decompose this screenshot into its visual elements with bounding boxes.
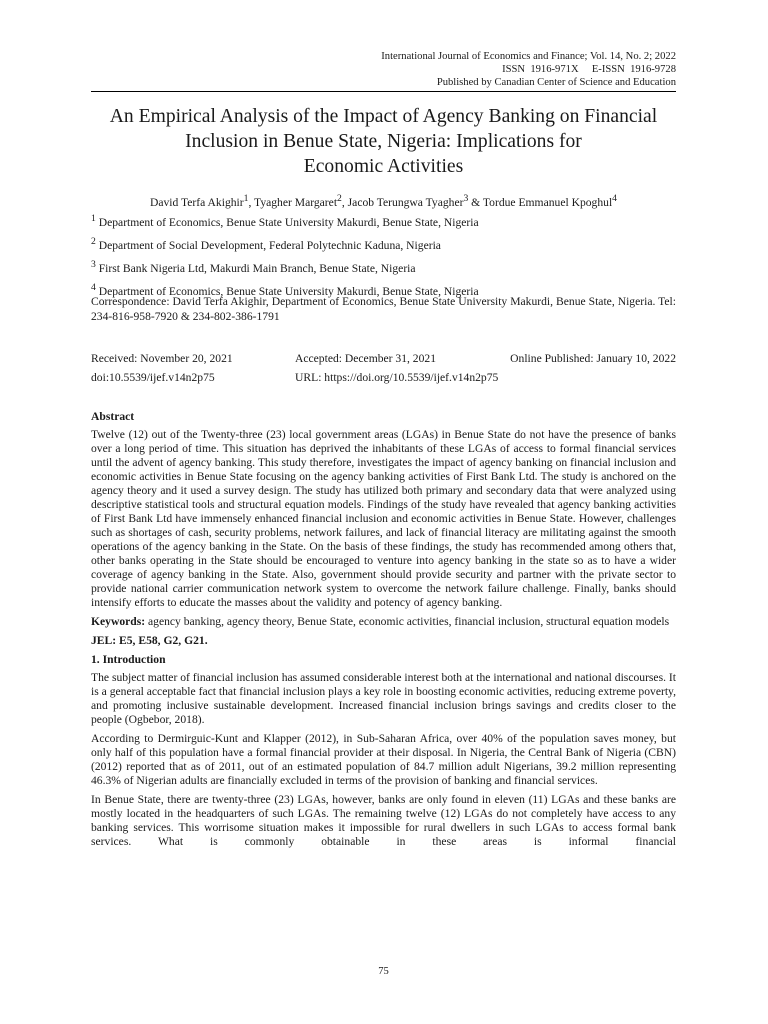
journal-header [91, 50, 676, 89]
published-date: Online Published: January 10, 2022 [510, 352, 676, 365]
doi-url-link[interactable]: URL: https://doi.org/10.5539/ijef.v14n2p75 [295, 371, 499, 384]
publication-dates [91, 350, 676, 388]
keywords-text: agency banking, agency theory, Benue State, economic activities, financial inclusion, structural equation models [145, 615, 670, 628]
keywords [91, 615, 676, 629]
author-affil-mark: 1 [243, 193, 249, 204]
abstract-heading: Abstract [91, 410, 135, 423]
author-name: David Terfa Akighir [149, 195, 244, 209]
journal-issn: ISSN 1916-971X E-ISSN 1916-9728 [502, 64, 676, 75]
affiliation-number: 2 [91, 235, 96, 247]
title-line-1: An Empirical Analysis of the Impact of Agency Banking on Financial [109, 106, 658, 127]
affiliation-number: 3 [91, 258, 96, 270]
author-separator: , [248, 195, 255, 209]
jel-codes [91, 634, 676, 648]
introduction-paragraph: According to Dermirguic-Kunt and Klapper (2012), in Sub-Saharan Africa, over 40% of the population saves money, but only half of this population have a formal financial provider at their disposal. In Nigeria, the Central Bank of Nigeria (CBN) (2012) reported that as of 2011, out of an estimated population of 84.7 million adult Nigerians, 39.2 million representing 46.3% of Nigerian adults are financially excluded in terms of the provision of banking and financial services. [91, 732, 676, 787]
title-line-3: Economic Activities [303, 156, 464, 177]
author-name: Jacob Terungwa Tyagher [347, 195, 464, 209]
doi-text: doi:10.5539/ijef.v14n2p75 [91, 371, 215, 384]
affiliation-text: Department of Social Development, Federal Polytechnic Kaduna, Nigeria [95, 238, 441, 252]
affiliation-item [91, 212, 676, 230]
affiliation-text: Department of Economics, Benue State University Makurdi, Benue State, Nigeria [95, 215, 479, 229]
page-number: 75 [378, 966, 389, 977]
author-separator: , [341, 195, 348, 209]
jel-label: JEL: E5, E58, G2, G21. [91, 634, 208, 647]
introduction-paragraph: The subject matter of financial inclusion has assumed considerable interest both at the international and national discourses. It is a general acceptable fact that financial inclusion plays a key role in boosting economic activities, reducing extreme poverty, and promoting inclusive sustainable development. Increased financial inclusion brings savings and credits closer to the people (Ogbebor, 2018). [91, 671, 676, 726]
affiliation-number: 4 [91, 281, 96, 293]
keywords-label: Keywords: [91, 615, 146, 628]
received-date: Received: November 20, 2021 [91, 352, 233, 365]
paper-title [91, 104, 676, 179]
accepted-date: Accepted: December 31, 2021 [295, 352, 436, 365]
correspondence: Correspondence: David Terfa Akighir, Department of Economics, Benue State University Makurdi, Benue State, Nigeria. Tel: 234-816-958-7920 & 234-802-386-1791 [91, 295, 676, 323]
affiliation-number: 1 [91, 213, 96, 224]
author-separator: & [468, 195, 483, 209]
journal-citation: International Journal of Economics and Finance; Vol. 14, No. 2; 2022 [381, 51, 676, 62]
author-affil-mark: 4 [612, 193, 617, 204]
abstract-text: Twelve (12) out of the Twenty-three (23) local government areas (LGAs) in Benue State do not have the presence of banks over a long period of time. This situation has deprived the inhabitants of these LGAs of access to formal financial services until the advent of agency banking. This study therefore, investigates the impact of agency banking on financial inclusion and economic activities in Benue State focusing on the agency banking activities of First Bank Ltd. The study is anchored on the agency theory and it used a survey design. The study has utilized both primary and secondary data that were analyzed using descriptive statistical tools and structural equation models. Findings of the study have revealed that agency banking activities of First Bank Ltd have immensely enhanced financial inclusion and economic activities in Benue State. However, challenges such as shortages of cash, security problems, network failures, and lack of financial literacy are militating against the smooth operations of the agency banking in the State. On the basis of these findings, the study has recommended among others that, other banks operating in the State should be encouraged to venture into agency banking in the state so as to have a wider coverage of agency banking in the State. Also, government should provide security and partner with the private sector to provide national carrier communication network system to overcome the network failure challenge. Finally, banks should intensify efforts to educate the masses about the validity and potency of agency banking. [91, 428, 676, 609]
journal-publisher: Published by Canadian Center of Science and Education [436, 77, 676, 88]
author-name: Tordue Emmanuel Kpoghul [482, 195, 613, 209]
affiliation-list [91, 212, 676, 303]
affiliation-item [91, 235, 676, 253]
author-list [91, 192, 676, 210]
title-line-2: Inclusion in Benue State, Nigeria: Implications for [185, 131, 582, 152]
introduction-heading: 1. Introduction [91, 653, 166, 666]
introduction-paragraph: In Benue State, there are twenty-three (23) LGAs, however, banks are only found in eleven (11) LGAs and these banks are mostly located in the headquarters of such LGAs. The remaining twelve (12) LGAs do not completely have access to any banking services. This worrisome situation makes it impossible for rural dwellers in such LGAs to access formal bank services. What is commonly obtainable in these areas is informal financial [91, 793, 676, 848]
affiliation-text: First Bank Nigeria Ltd, Makurdi Main Branch, Benue State, Nigeria [95, 261, 416, 275]
author-affil-mark: 2 [337, 193, 342, 204]
header-rule [91, 91, 676, 92]
paper-body [91, 410, 676, 854]
author-name: Tyagher Margaret [254, 195, 338, 209]
author-affil-mark: 3 [463, 193, 469, 204]
affiliation-text: Department of Economics, Benue State University Makurdi, Benue State, Nigeria [95, 284, 479, 298]
affiliation-item [91, 258, 676, 276]
